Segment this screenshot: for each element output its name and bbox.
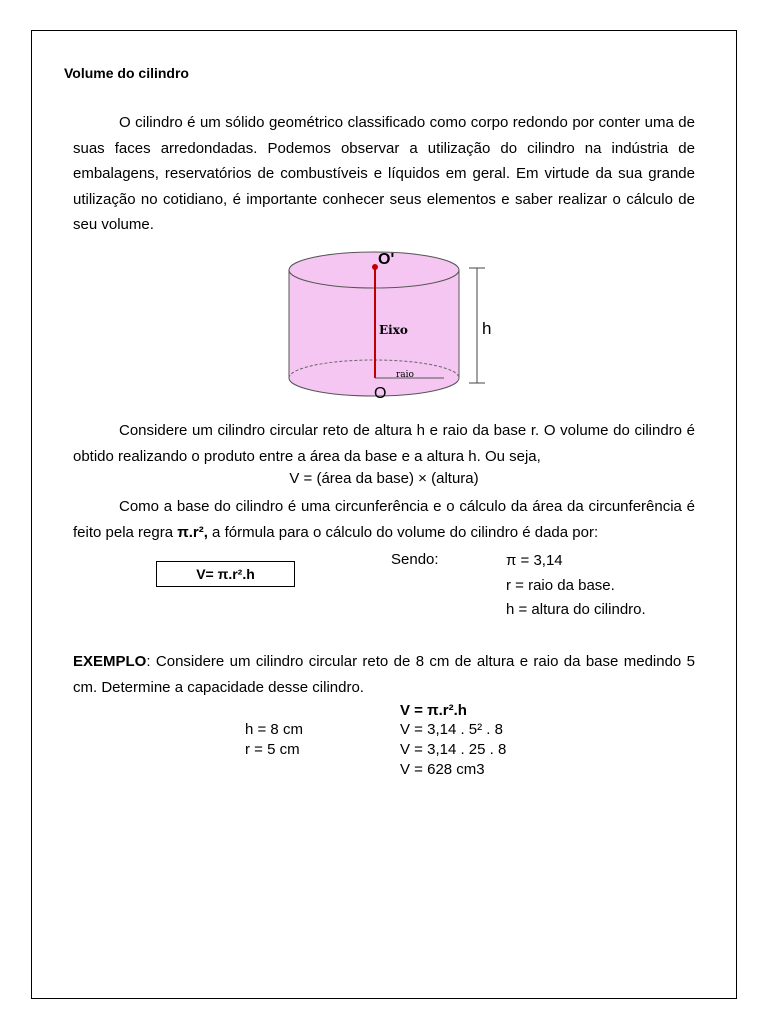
- volume-words-formula: V = (área da base) × (altura): [289, 470, 479, 487]
- definition-h: h = altura do cilindro.: [506, 601, 646, 618]
- definition-r: r = raio da base.: [506, 577, 615, 594]
- base-text-a: Como a base do cilindro é uma circunferência e o cálculo da área da circunferência é feito pela regra: [73, 498, 695, 541]
- page-title: Volume do cilindro: [64, 65, 189, 81]
- volume-formula-box: V= π.r².h: [156, 561, 295, 587]
- bottom-center-label: O: [374, 385, 387, 402]
- base-paragraph: [73, 494, 695, 545]
- given-r: r = 5 cm: [245, 741, 300, 758]
- definition-pi: π = 3,14: [506, 552, 563, 569]
- consider-text: Considere um cilindro circular reto de altura h e raio da base r. O volume do cilindro é obtido realizando o produto entre a área da base e a altura h. Ou seja,: [73, 422, 695, 465]
- calc-step-3: V = 628 cm3: [400, 761, 485, 778]
- radius-label: raio: [396, 370, 414, 380]
- example-text: : Considere um cilindro circular reto de 8 cm de altura e raio da base medindo 5 cm. Determine a capacidade desse cilindro.: [73, 653, 695, 696]
- consider-paragraph: [73, 418, 695, 469]
- given-h: h = 8 cm: [245, 721, 303, 738]
- calc-step-1: V = 3,14 . 5² . 8: [400, 721, 503, 738]
- base-text-b: a fórmula para o cálculo do volume do cilindro é dada por:: [207, 523, 599, 541]
- example-label: EXEMPLO: [73, 653, 147, 670]
- intro-paragraph: [73, 110, 695, 238]
- intro-text: O cilindro é um sólido geométrico classificado como corpo redondo por conter uma de suas faces arredondadas. Podemos observar a utilização do cilindro na indústria de embalagens, reservatórios de combustíveis e líquidos em geral. Em virtude da sua grande utilização no cotidiano, é importante conhecer seus elementos e saber realizar o cálculo de seu volume.: [73, 114, 695, 233]
- base-text-bold: π.r²,: [177, 523, 208, 541]
- example-paragraph: [73, 649, 695, 700]
- height-label: h: [482, 319, 492, 338]
- calc-header: V = π.r².h: [400, 702, 467, 719]
- cylinder-figure: [284, 244, 496, 404]
- axis-label: Eixo: [379, 323, 408, 337]
- top-center-label: O': [378, 251, 395, 268]
- calc-step-2: V = 3,14 . 25 . 8: [400, 741, 507, 758]
- sendo-label: Sendo:: [391, 551, 439, 568]
